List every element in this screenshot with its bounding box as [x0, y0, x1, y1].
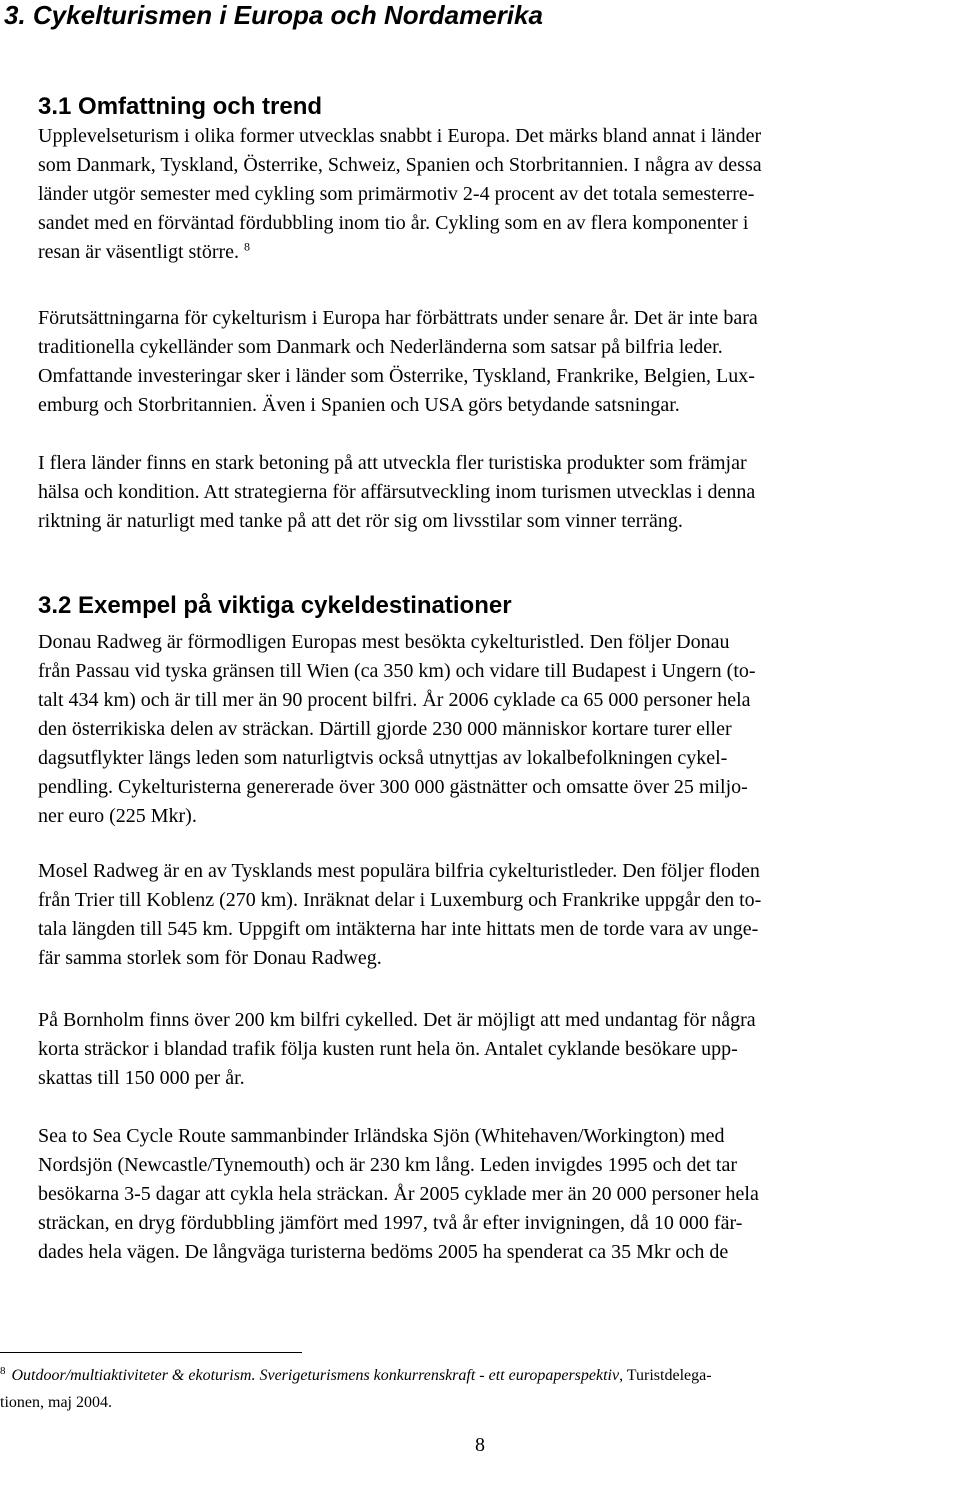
text-line: tala längden till 545 km. Uppgift om intäkterna har inte hittats men de torde vara av unge- — [38, 918, 759, 940]
text-line: ner euro (225 Mkr). — [38, 805, 197, 827]
text-line: hälsa och kondition. Att strategierna för affärsutveckling inom turismen utvecklas i denna — [38, 481, 756, 503]
paragraph-sea-to-sea — [38, 1122, 958, 1267]
text-line: som Danmark, Tyskland, Österrike, Schweiz, Spanien och Storbritannien. I några av dessa — [38, 154, 762, 176]
text-line: från Passau vid tyska gränsen till Wien (ca 350 km) och vidare till Budapest i Ungern (to- — [38, 660, 756, 682]
text-line: traditionella cykelländer som Danmark och Nederländerna som satsar på bilfria leder. — [38, 336, 723, 358]
text-segment: resan är väsentligt större. — [38, 241, 240, 263]
footnote-italic-title: Outdoor/multiaktiviteter & ekoturism. Sverigeturismens konkurrenskraft - ett europaperspektiv — [11, 1367, 620, 1384]
text-line: sandet med en förväntad fördubbling inom tio år. Cykling som en av flera komponenter i — [38, 212, 749, 234]
text-line: Sea to Sea Cycle Route sammanbinder Irländska Sjön (Whitehaven/Workington) med — [38, 1125, 725, 1147]
paragraph-bornholm — [38, 1006, 958, 1093]
text-line: På Bornholm finns över 200 km bilfri cykelled. Det är möjligt att med undantag för några — [38, 1009, 756, 1031]
text-line: skattas till 150 000 per år. — [38, 1067, 245, 1089]
text-line: Mosel Radweg är en av Tysklands mest populära bilfria cykelturistleder. Den följer floden — [38, 860, 760, 882]
footnote-text: , Turistdelega- — [619, 1367, 712, 1384]
text-line: korta sträckor i blandad trafik följa kusten runt hela ön. Antalet cyklande besökare upp- — [38, 1038, 738, 1060]
text-line: emburg och Storbritannien. Även i Spanien och USA görs betydande satsningar. — [38, 394, 680, 416]
text-line: Upplevelseturism i olika former utvecklas snabbt i Europa. Det märks bland annat i länder — [38, 125, 762, 147]
footnote-number: 8 — [0, 1364, 6, 1377]
text-line: dades hela vägen. De långväga turisterna bedöms 2005 ha spenderat ca 35 Mkr och de — [38, 1241, 729, 1263]
text-line: pendling. Cykelturisterna genererade över 300 000 gästnätter och omsatte över 25 miljo- — [38, 776, 748, 798]
paragraph-omfattning-3 — [38, 449, 958, 536]
paragraph-omfattning-2 — [38, 304, 958, 420]
text-line: fär samma storlek som för Donau Radweg. — [38, 947, 382, 969]
text-line: dagsutflykter längs leden som naturligtvis också utnyttjas av lokalbefolkningen cykel- — [38, 747, 728, 769]
text-line: talt 434 km) och är till mer än 90 procent bilfri. År 2006 cyklade ca 65 000 personer hela — [38, 689, 751, 711]
text-line: från Trier till Koblenz (270 km). Inräknat delar i Luxemburg och Frankrike uppgår den to- — [38, 889, 762, 911]
text-line: I flera länder finns en stark betoning på att utveckla fler turistiska produkter som främjar — [38, 452, 747, 474]
text-line: länder utgör semester med cykling som primärmotiv 2-4 procent av det totala semesterre- — [38, 183, 755, 205]
footnote-line — [0, 1362, 958, 1389]
text-line: sträckan, en dryg fördubbling jämfört med 1997, två år efter invigningen, då 10 000 fär- — [38, 1212, 743, 1234]
chapter-heading: 3. Cykelturismen i Europa och Nordamerika — [4, 0, 543, 30]
text-line: riktning är naturligt med tanke på att det rör sig om livsstilar som vinner terräng. — [38, 510, 683, 532]
text-line: Donau Radweg är förmodligen Europas mest besökta cykelturistled. Den följer Donau — [38, 631, 730, 653]
text-line: Förutsättningarna för cykelturism i Europa har förbättrats under senare år. Det är inte bara — [38, 307, 758, 329]
footnote-divider — [0, 1352, 302, 1353]
section-heading-3-2: 3.2 Exempel på viktiga cykeldestinationer — [38, 592, 512, 619]
paragraph-mosel-radweg — [38, 857, 958, 973]
page-number: 8 — [475, 1434, 485, 1456]
footnote-line: tionen, maj 2004. — [0, 1394, 112, 1411]
text-line — [38, 238, 958, 267]
section-heading-3-1: 3.1 Omfattning och trend — [38, 93, 323, 120]
text-line: besökarna 3-5 dagar att cykla hela sträckan. År 2005 cyklade mer än 20 000 personer hela — [38, 1183, 759, 1205]
paragraph-donau-radweg — [38, 628, 958, 831]
paragraph-omfattning-1 — [38, 122, 958, 267]
footnote-reference[interactable]: 8 — [244, 239, 251, 254]
footnote — [0, 1362, 958, 1416]
text-line: Omfattande investeringar sker i länder som Österrike, Tyskland, Frankrike, Belgien, Lux- — [38, 365, 755, 387]
text-line: Nordsjön (Newcastle/Tynemouth) och är 230 km lång. Leden invigdes 1995 och det tar — [38, 1154, 737, 1176]
text-line: den österrikiska delen av sträckan. Därtill gjorde 230 000 människor kortare turer eller — [38, 718, 732, 740]
